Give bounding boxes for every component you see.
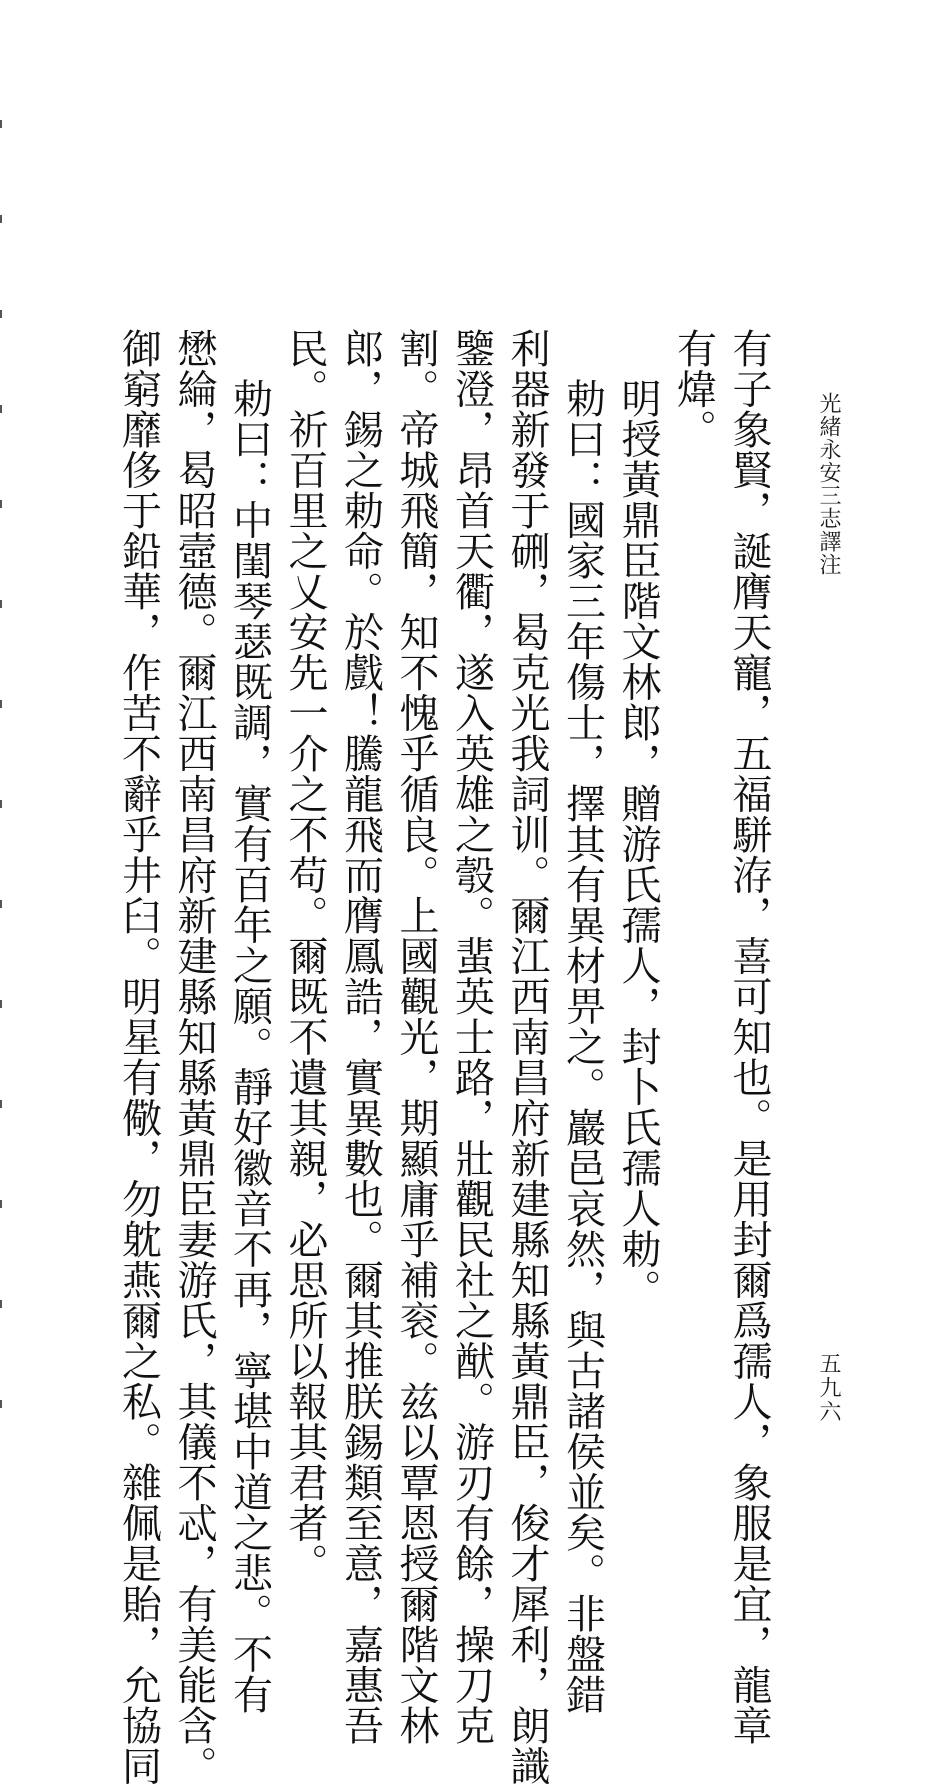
text-column: 民。祈百里之乂安先一介之不苟。爾既不遺其親，必思所以報其君者。 [282, 328, 328, 1584]
binding-mark [0, 700, 2, 708]
text-column: 鑒澄，昂首天衢，遂入英雄之彀。蜚英士路，壯觀民社之猷。游刃有餘，操刀克 [448, 328, 495, 1746]
text-column: 利器新發于硎，曷克光我詞训。爾江西南昌府新建縣知縣黃鼎臣，俊才犀利，朗識 [504, 328, 550, 1786]
binding-mark [0, 1400, 2, 1408]
binding-mark [0, 215, 2, 223]
text-column: 割。帝城飛簡，知不愧乎循良。上國觀光，期顯庸乎補衮。兹以覃恩授爾階文林 [393, 328, 439, 1746]
text-column: 勅曰：中閨琴瑟既調，實有百年之願。靜好徽音不再，寧堪中道之悲。不有 [226, 378, 273, 1715]
binding-mark [0, 500, 2, 508]
binding-edge-marks [0, 0, 4, 1600]
text-column: 有煒。 [670, 328, 717, 450]
binding-mark [0, 120, 2, 128]
text-column: 有子象賢，誕膺天寵，五福駢洊，喜可知也。是用封爾爲孺人，象服是宜，龍章 [726, 328, 772, 1746]
text-column: 明授黃鼎臣階文林郎，贈游氏孺人，封卜氏孺人勅。 [615, 378, 661, 1310]
text-column: 郎，錫之勅命。於戲！騰龍飛而膺鳳誥，實異數也。爾其推朕錫類至意，嘉惠吾 [337, 328, 384, 1746]
binding-mark [0, 1200, 2, 1208]
binding-mark [0, 900, 2, 908]
binding-mark [0, 800, 2, 808]
text-column: 懋綸，曷昭壼德。爾江西南昌府新建縣知縣黃鼎臣妻游氏，其儀不忒，有美能含。 [171, 328, 217, 1786]
main-text [110, 328, 776, 1786]
binding-mark [0, 1100, 2, 1108]
binding-mark [0, 600, 2, 608]
text-column: 勅曰：國家三年傷士，擇其有異材畀之。巖邑哀然，與古諸侯並矣。非盤錯 [559, 378, 606, 1715]
binding-mark [0, 1300, 2, 1308]
text-column: 御窮靡侈于鉛華，作苦不辭乎井臼。明星有儆，勿躭燕爾之私。雜佩是貽，允協同 [115, 328, 162, 1786]
binding-mark [0, 1000, 2, 1008]
binding-mark [0, 405, 2, 413]
running-title: 光緒永安三志譯注 [816, 392, 841, 576]
binding-mark [0, 310, 2, 318]
page-number: 五九六 [816, 1352, 841, 1424]
